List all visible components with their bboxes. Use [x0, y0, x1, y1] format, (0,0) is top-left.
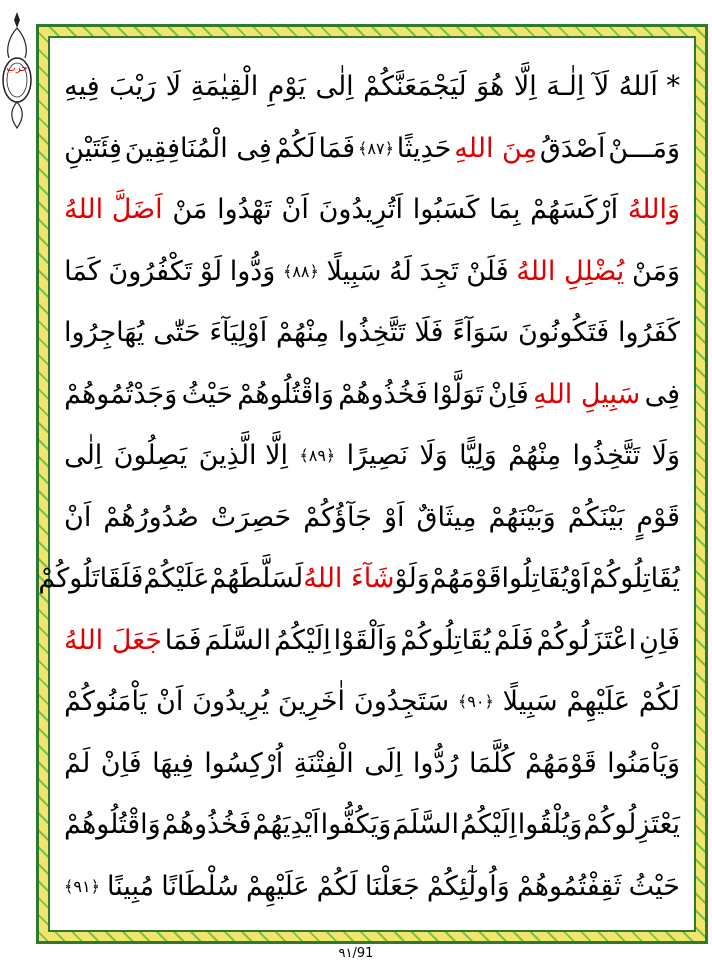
text-line [64, 487, 680, 549]
word: وَبَيْنَهُمْ [488, 501, 556, 533]
word: قَوْمٍ [636, 501, 680, 533]
word: فَاِنْ [100, 747, 142, 779]
word: لَكُمْ [274, 132, 316, 164]
word: يُضْلِلِ اللهُ [516, 255, 625, 287]
word: اَوْ [383, 501, 405, 533]
word: اَرْكَسَهُمْ [530, 194, 619, 226]
word: وَدُّوا [229, 255, 276, 287]
text-line [64, 733, 680, 795]
ayah-number: ﴿۹۱﴾ [64, 876, 100, 896]
text-line [64, 364, 680, 426]
hizb-label: حزب [6, 63, 28, 74]
word: سَتَجِدُونَ [353, 686, 450, 718]
page-number: ۹۱/91 [338, 946, 374, 961]
word: حَتّٰى [153, 317, 201, 349]
text-line [64, 179, 680, 241]
word: فَخُذُوهُمْ [338, 378, 429, 410]
word: رَيْبَ [109, 71, 157, 103]
word: اِلَيْكُمُ [460, 809, 517, 841]
word: السَّلَمَ [204, 624, 272, 656]
word: كَمَا [64, 255, 101, 287]
word: اِلَى [364, 747, 403, 779]
word: اُرْكِسُوا [204, 747, 284, 779]
word: يُرِيدُونَ [192, 686, 270, 718]
word: حَصِرَتْ [210, 501, 292, 533]
ayah-number: ﴿۸۸﴾ [282, 261, 319, 281]
word: وَاللهُ [627, 194, 680, 226]
word: رُدُّوا [412, 747, 459, 779]
word: سَبِيلًا [502, 686, 558, 718]
word: هُوَ [476, 71, 505, 103]
word: لَوْ [199, 255, 223, 287]
word: بِمَا [489, 194, 521, 226]
word: وَمَنْ [631, 255, 680, 287]
word: وَلِيًّا [459, 440, 497, 472]
word: فَلَنْ [466, 255, 509, 287]
word: لَكُمْ [316, 870, 358, 902]
word: اَتُرِيدُونَ [318, 194, 404, 226]
text-line [64, 302, 680, 364]
word: جَآؤُكُمْ [303, 501, 372, 533]
text-line [38, 548, 680, 610]
word: سَوَآءً [452, 317, 510, 349]
word: يَوْمِ [267, 71, 306, 103]
word: مِنْهُمْ [508, 440, 562, 472]
text-line [64, 425, 680, 487]
word: عَلَيْكُمْ [143, 563, 210, 595]
word: ثَقِفْتُمُوهُمْ [516, 870, 622, 902]
word: مَنْ [172, 194, 208, 226]
word: جَعَلْنَا [364, 870, 420, 902]
word: مِنَ اللهِ [454, 132, 538, 164]
word: حَيْثُ [181, 378, 233, 410]
word: عَلَيْهِمْ [245, 870, 310, 902]
word: وَيَكُفُّوا [320, 809, 392, 841]
word: وَيُلْقُوا [517, 809, 583, 841]
word: لَكُمْ [638, 686, 680, 718]
word: وَلَا [419, 440, 448, 472]
word: وَاقْتُلُوهُمْ [237, 378, 334, 410]
word: اِلَّا [513, 71, 537, 103]
text-line [64, 794, 680, 856]
word: اعْتَزَلُوكُمْ [536, 624, 637, 656]
word: كُلَّمَا [468, 747, 515, 779]
text-line [64, 610, 680, 672]
word: وَاقْتُلُوهُمْ [64, 809, 161, 841]
word: كَسَبُوا [412, 194, 480, 226]
word: لَسَلَّطَهُمْ [209, 563, 304, 595]
text-line [64, 56, 680, 118]
word: حَيْثُ [628, 870, 680, 902]
word: تَجِدَ [419, 255, 459, 287]
word: اَنْ [155, 686, 184, 718]
word: فَلَمْ [493, 624, 534, 656]
word: لَا [165, 71, 182, 103]
word: اِلٰـهَ [546, 71, 585, 103]
word: جَعَلَ اللهُ [64, 624, 162, 656]
word: يَاْمَنُوكُمْ [64, 686, 148, 718]
word: وَلَوْ [394, 563, 430, 595]
word: اَوْ [568, 563, 590, 595]
word: اِلٰى [315, 71, 354, 103]
word: فِئَتَيْنِ [64, 132, 122, 164]
ayah-number: ﴿۹۰﴾ [457, 692, 494, 712]
word: فَاِنْ [487, 378, 529, 410]
word: فِى [644, 378, 680, 410]
word: نَصِيرًا [346, 440, 409, 472]
word: حَدِيثًا [396, 132, 452, 164]
word: فِيهَا [152, 747, 194, 779]
word: عَلَيْهِمْ [566, 686, 631, 718]
word: يُهَاجِرُوا [64, 317, 145, 349]
text-line [64, 671, 680, 733]
word: تَكْفُرُونَ [108, 255, 193, 287]
word: الْقِيٰمَةِ [190, 71, 259, 103]
text-line [64, 118, 680, 180]
word: فَلَا [414, 317, 444, 349]
page-frame [36, 24, 708, 944]
word: شَآءَ اللهُ [303, 563, 395, 595]
word: سُلْطَانًا [161, 870, 239, 902]
word: فَلَقَاتَلُوكُمْ [38, 563, 144, 595]
ayah-number: ﴿۸۹﴾ [299, 446, 336, 466]
word: اَنْ [64, 501, 92, 533]
word: وَاَلْقَوْا [333, 624, 398, 656]
word: يُقَاتِلُوا [501, 563, 569, 595]
word: اِلَيْكُمُ [273, 624, 331, 656]
word: تَوَلَّوْا [432, 378, 484, 410]
word: فِى الْمُنَافِقِينَ [124, 132, 272, 164]
word: وَمَـــنْ [608, 132, 680, 164]
word: تَتَّخِذُوا [572, 440, 641, 472]
word: فَتَكُونُونَ [518, 317, 610, 349]
word: اَنْ [281, 194, 309, 226]
word: لَمْ [64, 747, 91, 779]
text-line [64, 241, 680, 303]
word: بَيْنَكُمْ [567, 501, 625, 533]
word: قَوْمَهُمْ [429, 563, 502, 595]
word: فَاِنِ [639, 624, 680, 656]
word: تَتَّخِذُوا [337, 317, 406, 349]
word: اَصْدَقُ [539, 132, 606, 164]
word: كَفَرُوا [618, 317, 680, 349]
quran-text-area [38, 36, 696, 932]
word: تَهْدُوا [217, 194, 272, 226]
word: لَآ [593, 71, 610, 103]
word: اٰخَرِينَ [277, 686, 346, 718]
word: اَوْلِيَآءَ [209, 317, 268, 349]
word: وَيَاْمَنُوا [607, 747, 680, 779]
word: يَصِلُونَ [113, 440, 188, 472]
word: فَمَا [318, 132, 356, 164]
word: صُدُورُهُمْ [103, 501, 199, 533]
ayah-number: ﴿۸۷﴾ [358, 138, 394, 158]
word: لَيَجْمَعَنَّكُمْ [363, 71, 467, 103]
word: اَضَلَّ اللهُ [64, 194, 163, 226]
word: يُقَاتِلُوكُمْ [400, 624, 491, 656]
word: لَهُ [389, 255, 412, 287]
word: السَّلَمَ [392, 809, 459, 841]
word: اِلٰى [64, 440, 103, 472]
word: وَاُولٰٓئِكُمْ [426, 870, 510, 902]
word: * اَللهُ [618, 71, 680, 103]
word: فَخُذُوهُمْ [161, 809, 252, 841]
word: وَجَدْتُمُوهُمْ [64, 378, 178, 410]
word: مِنْهُمْ [276, 317, 330, 349]
word: سَبِيلِ اللهِ [533, 378, 641, 410]
word: اَيْدِيَهُمْ [252, 809, 320, 841]
text-line [64, 856, 680, 918]
word: سَبِيلًا [326, 255, 382, 287]
word: مُبِينًا [107, 870, 155, 902]
word: اِلَّا الَّذِينَ [198, 440, 289, 472]
word: مِيثَاقٌ [416, 501, 477, 533]
word: يَعْتَزِلُوكُمْ [583, 809, 680, 841]
word: قَوْمَهُمْ [525, 747, 597, 779]
word: فَمَا [164, 624, 202, 656]
word: فِيهِ [64, 71, 100, 103]
word: يُقَاتِلُوكُمْ [589, 563, 680, 595]
word: وَلَا [651, 440, 680, 472]
word: الْفِتْنَةِ [293, 747, 354, 779]
